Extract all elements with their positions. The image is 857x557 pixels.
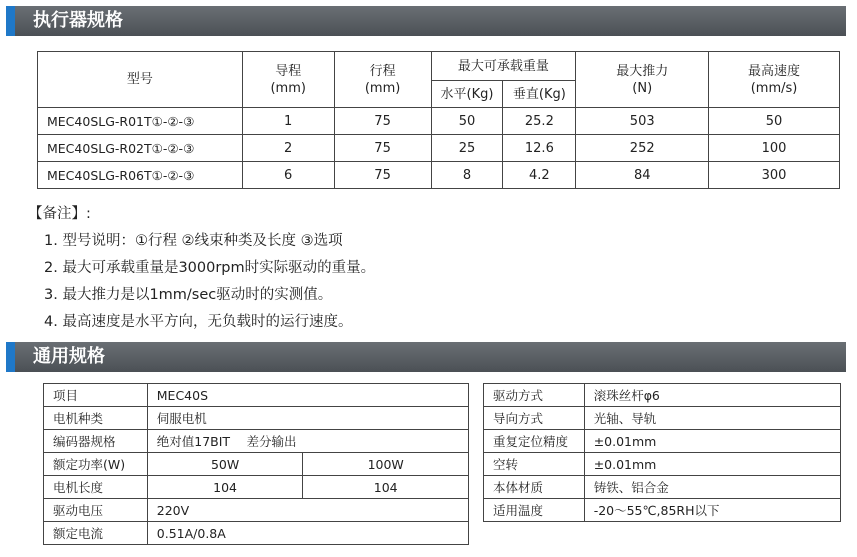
cell-horizontal: 50 [431,108,503,135]
value-guide-method: 光轴、导轨 [584,407,840,430]
cell-vertical: 25.2 [503,108,576,135]
table-row [44,430,469,453]
label-rated-current: 额定电流 [44,522,148,545]
header-stroke-label: 行程 [369,63,396,79]
table-row [484,499,841,522]
value-motor-type: 伺服电机 [147,407,468,430]
cell-horizontal: 25 [431,135,503,162]
table-row [38,135,840,162]
cell-lead: 6 [242,162,334,189]
cell-model: MEC40SLG-R01T①-②-③ [38,108,243,135]
value-body-material: 铸铁、铝合金 [584,476,840,499]
section-accent-bar [6,342,15,372]
table-row [38,162,840,189]
value-motor-length-100w: 104 [303,476,469,499]
general-spec-table-right [483,383,841,522]
header-model: 型号 [38,52,243,108]
cell-speed: 300 [709,162,840,189]
header-stroke [334,52,431,108]
value-encoder: 绝对值17BIT 差分输出 [147,430,468,453]
cell-stroke: 75 [334,108,431,135]
cell-stroke: 75 [334,162,431,189]
table-header-row [38,52,840,81]
value-rated-power-50w: 50W [147,453,303,476]
header-vertical: 垂直(Kg) [503,81,576,108]
header-max-load: 最大可承载重量 [431,52,576,81]
header-max-thrust [576,52,709,108]
note-item: 1. 型号说明：①行程 ②线束种类及长度 ③选项 [44,233,343,249]
actuator-spec-table [37,51,840,189]
label-encoder: 编码器规格 [44,430,148,453]
header-horizontal: 水平(Kg) [431,81,503,108]
table-row [484,430,841,453]
header-max-thrust-unit: (N) [632,80,653,96]
header-stroke-unit: (mm) [364,80,401,96]
value-motor-length-50w: 104 [147,476,303,499]
value-item: MEC40S [147,384,468,407]
table-row [44,499,469,522]
value-drive-voltage: 220V [147,499,468,522]
notes-title: 【备注】: [28,206,91,222]
table-row [44,522,469,545]
header-max-speed-unit: (mm/s) [750,80,798,96]
cell-model: MEC40SLG-R06T①-②-③ [38,162,243,189]
label-backlash: 空转 [484,453,585,476]
label-rated-power: 额定功率(W) [44,453,148,476]
table-row [44,476,469,499]
general-spec-table-left [43,383,469,545]
label-repeatability: 重复定位精度 [484,430,585,453]
value-backlash: ±0.01mm [584,453,840,476]
section-title: 执行器规格 [33,10,123,31]
table-row [484,476,841,499]
cell-speed: 100 [709,135,840,162]
cell-lead: 2 [242,135,334,162]
header-lead [242,52,334,108]
note-item: 4. 最高速度是水平方向，无负载时的运行速度。 [44,314,353,330]
table-row [44,453,469,476]
header-max-speed-label: 最高速度 [748,63,801,79]
cell-thrust: 84 [576,162,709,189]
header-lead-unit: (mm) [270,80,306,96]
note-item: 3. 最大推力是以1mm/sec驱动时的实测值。 [44,287,333,303]
value-operating-temp: -20～55℃,85RH以下 [584,499,840,522]
label-guide-method: 导向方式 [484,407,585,430]
header-max-thrust-label: 最大推力 [616,63,669,79]
label-body-material: 本体材质 [484,476,585,499]
table-row [44,384,469,407]
cell-vertical: 12.6 [503,135,576,162]
label-motor-type: 电机种类 [44,407,148,430]
note-item: 2. 最大可承载重量是3000rpm时实际驱动的重量。 [44,260,376,276]
header-max-speed [709,52,840,108]
table-row [484,407,841,430]
cell-speed: 50 [709,108,840,135]
cell-vertical: 4.2 [503,162,576,189]
label-item: 项目 [44,384,148,407]
value-drive-method: 滚珠丝杆φ6 [584,384,840,407]
label-motor-length: 电机长度 [44,476,148,499]
section-header-actuator-spec [6,6,846,36]
section-title: 通用规格 [33,346,105,367]
table-row [484,453,841,476]
cell-horizontal: 8 [431,162,503,189]
section-accent-bar [6,6,15,36]
cell-lead: 1 [242,108,334,135]
cell-thrust: 503 [576,108,709,135]
label-operating-temp: 适用温度 [484,499,585,522]
label-drive-voltage: 驱动电压 [44,499,148,522]
cell-model: MEC40SLG-R02T①-②-③ [38,135,243,162]
table-row [484,384,841,407]
section-header-general-spec [6,342,846,372]
table-row [44,407,469,430]
value-rated-power-100w: 100W [303,453,469,476]
cell-stroke: 75 [334,135,431,162]
header-lead-label: 导程 [275,63,302,79]
table-row [38,108,840,135]
label-drive-method: 驱动方式 [484,384,585,407]
value-rated-current: 0.51A/0.8A [147,522,468,545]
value-repeatability: ±0.01mm [584,430,840,453]
cell-thrust: 252 [576,135,709,162]
